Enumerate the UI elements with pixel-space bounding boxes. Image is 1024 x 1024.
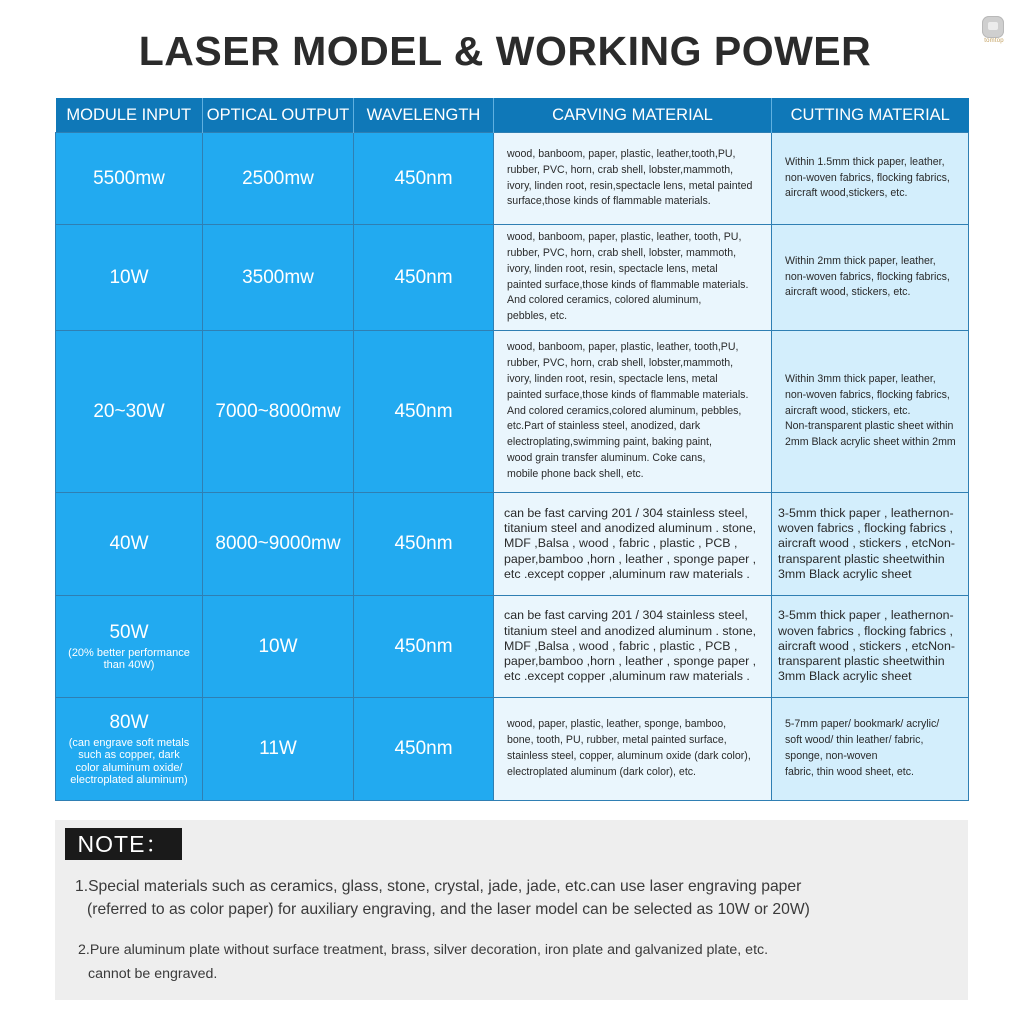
carving-material-cell: [494, 698, 772, 801]
wavelength-value: 450nm: [394, 635, 453, 657]
wavelength-cell: [354, 493, 494, 596]
cutting-material-line: Within 3mm thick paper, leather,: [785, 373, 936, 385]
carving-material-cell: [494, 331, 772, 493]
carving-material-line: bone, tooth, PU, rubber, metal painted surface,: [507, 734, 727, 747]
module-input-cell: [56, 331, 203, 493]
table-row: [56, 493, 969, 596]
cutting-material-line: transparent plastic sheetwithin: [778, 654, 945, 669]
carving-material-line: etc .except copper ,aluminum raw materials .: [504, 566, 750, 581]
page-title: LASER MODEL & WORKING POWER: [138, 28, 872, 74]
cutting-material-line: woven fabrics , flocking fabrics ,: [778, 521, 953, 536]
module-input-cell: [56, 493, 203, 596]
note-label: NOTE：: [65, 828, 182, 860]
module-input-value: 40W: [109, 533, 149, 554]
carving-material-line: painted surface,those kinds of flammable materials.: [507, 388, 749, 401]
table-row: [56, 225, 969, 331]
module-input-value: 50W: [109, 621, 149, 643]
carving-material-line: titanium steel and anodized aluminum . stone,: [504, 623, 757, 638]
header-wavelength: WAVELENGTH: [354, 98, 494, 133]
module-input-value: 80W: [109, 711, 149, 733]
cutting-material-line: 3-5mm thick paper , leathernon-: [778, 608, 954, 623]
cutting-material-cell: [772, 596, 969, 698]
carving-material-line: wood, banboom, paper, plastic, leather, tooth, PU,: [507, 231, 742, 244]
carving-material-line: can be fast carving 201 / 304 stainless steel,: [504, 608, 748, 623]
optical-output-value: 10W: [258, 635, 298, 657]
carving-material-cell: [494, 225, 772, 331]
optical-output-cell: [203, 493, 354, 596]
note-item-1: [75, 875, 810, 921]
carving-material-line: surface,those kinds of flammable materials.: [507, 195, 711, 208]
carving-material-line: can be fast carving 201 / 304 stainless steel,: [504, 505, 748, 520]
table-row: [56, 698, 969, 801]
wavelength-cell: [354, 596, 494, 698]
header-optical-output: OPTICAL OUTPUT: [203, 98, 354, 133]
carving-material-line: wood grain transfer aluminum. Coke cans,: [507, 451, 706, 464]
carving-material-cell: [494, 133, 772, 225]
carving-material-line: And colored ceramics,colored aluminum, pebbles,: [507, 404, 742, 417]
cutting-material-line: 5-7mm paper/ bookmark/ acrylic/: [785, 718, 940, 731]
cutting-material-cell: [772, 133, 969, 225]
carving-material-line: MDF ,Balsa , wood , fabric , plastic , PCB ,: [504, 638, 738, 653]
carving-material-line: paper,bamboo ,horn , leather , sponge paper ,: [504, 551, 757, 566]
header-carving-material: CARVING MATERIAL: [494, 98, 772, 133]
cutting-material-line: transparent plastic sheetwithin: [778, 551, 945, 566]
module-input-cell: [56, 596, 203, 698]
wavelength-cell: [354, 698, 494, 801]
cutting-material-cell: [772, 698, 969, 801]
cutting-material-line: 3mm Black acrylic sheet: [778, 669, 912, 684]
cutting-material-line: Within 2mm thick paper, leather,: [785, 254, 936, 267]
cutting-material-line: aircraft wood,stickers, etc.: [785, 187, 908, 200]
cutting-material-line: aircraft wood , stickers , etcNon-: [778, 536, 955, 551]
carving-material-line: wood, paper, plastic, leather, sponge, bamboo,: [507, 718, 727, 731]
cutting-material-line: 3mm Black acrylic sheet: [778, 566, 912, 581]
carving-material-line: wood, banboom, paper, plastic, leather,tooth,PU,: [507, 147, 736, 160]
module-input-value: 20~30W: [93, 400, 165, 422]
wavelength-cell: [354, 133, 494, 225]
optical-output-value: 11W: [259, 738, 297, 759]
carving-material-line: paper,bamboo ,horn , leather , sponge paper ,: [504, 654, 757, 669]
carving-material-line: etc.Part of stainless steel, anodized, dark: [507, 420, 701, 433]
cutting-material-cell: [772, 225, 969, 331]
cutting-material-line: 2mm Black acrylic sheet within 2mm: [785, 436, 956, 449]
module-input-value: 10W: [109, 266, 149, 288]
note-section: [55, 820, 968, 1000]
carving-material-line: pebbles, etc.: [507, 310, 568, 323]
table-row: [56, 331, 969, 493]
optical-output-value: 2500mw: [242, 167, 314, 189]
carving-material-line: wood, banboom, paper, plastic, leather, tooth,PU,: [507, 341, 739, 354]
module-input-cell: [56, 133, 203, 225]
table-row: [56, 133, 969, 225]
wavelength-value: 450nm: [394, 266, 453, 288]
optical-output-cell: [203, 133, 354, 225]
cutting-material-line: fabric, thin wood sheet, etc.: [785, 765, 914, 778]
module-input-note: (can engrave soft metals such as copper, dark color aluminum oxide/ electroplated aluminum): [68, 736, 190, 786]
cutting-material-line: soft wood/ thin leather/ fabric,: [785, 734, 924, 747]
cutting-material-line: aircraft wood, stickers, etc.: [785, 404, 911, 417]
cutting-material-line: 3-5mm thick paper , leathernon-: [778, 505, 954, 520]
carving-material-line: And colored ceramics, colored aluminum,: [507, 294, 702, 307]
carving-material-line: electroplating,swimming paint, baking paint,: [507, 436, 712, 449]
optical-output-cell: [203, 596, 354, 698]
wavelength-value: 450nm: [394, 738, 453, 759]
carving-material-line: MDF ,Balsa , wood , fabric , plastic , PCB ,: [504, 536, 738, 551]
cutting-material-line: Non-transparent plastic sheet within: [785, 420, 954, 433]
carving-material-line: ivory, linden root, resin, spectacle lens, metal: [507, 373, 718, 385]
wavelength-cell: [354, 225, 494, 331]
carving-material-line: rubber, PVC, horn, crab shell, lobster,mammoth,: [507, 163, 734, 176]
module-input-cell: [56, 225, 203, 331]
optical-output-cell: [203, 225, 354, 331]
cutting-material-line: non-woven fabrics, flocking fabrics,: [785, 388, 950, 401]
cutting-material-line: woven fabrics , flocking fabrics ,: [778, 623, 953, 638]
optical-output-cell: [203, 698, 354, 801]
wavelength-value: 450nm: [394, 167, 453, 189]
cutting-material-line: non-woven fabrics, flocking fabrics,: [785, 171, 950, 184]
carving-material-line: etc .except copper ,aluminum raw materials .: [504, 669, 750, 684]
cutting-material-line: sponge, non-woven: [785, 750, 878, 762]
carving-material-line: rubber, PVC, horn, crab shell, lobster, mammoth,: [507, 246, 737, 259]
cutting-material-line: non-woven fabrics, flocking fabrics,: [785, 270, 950, 283]
carving-material-line: stainless steel, copper, aluminum oxide (dark color),: [507, 750, 751, 762]
cutting-material-cell: [772, 493, 969, 596]
carving-material-cell: [494, 596, 772, 698]
note-item-1-line-1: 1.Special materials such as ceramics, glass, stone, crystal, jade, jade, etc.can use laser engraving paper: [75, 878, 802, 895]
carving-material-cell: [494, 493, 772, 596]
optical-output-value: 7000~8000mw: [215, 400, 341, 422]
header-module-input: MODULE INPUT: [56, 98, 203, 133]
wavelength-value: 450nm: [394, 533, 453, 554]
laser-spec-table: [55, 98, 969, 801]
optical-output-cell: [203, 331, 354, 493]
module-input-cell: [56, 698, 203, 801]
module-input-note: (20% better performance than 40W): [68, 646, 190, 671]
carving-material-line: ivory, linden root, resin, spectacle lens, metal: [507, 262, 718, 275]
note-item-2-line-2: cannot be engraved.: [88, 966, 218, 982]
note-item-2-line-1: 2.Pure aluminum plate without surface treatment, brass, silver decoration, iron plate and galvanized plate, etc.: [78, 942, 769, 958]
carving-material-line: electroplated aluminum (dark color), etc.: [507, 765, 697, 778]
carving-material-line: mobile phone back shell, etc.: [507, 467, 644, 480]
brand-logo-text: tomtop: [984, 38, 1004, 44]
carving-material-line: ivory, linden root, resin,spectacle lens, metal painted: [507, 179, 753, 192]
optical-output-value: 3500mw: [242, 266, 314, 288]
table-header-row: [56, 98, 969, 133]
cutting-material-cell: [772, 331, 969, 493]
module-input-value: 5500mw: [93, 167, 165, 189]
table-row: [56, 596, 969, 698]
carving-material-line: rubber, PVC, horn, crab shell, lobster,mammoth,: [507, 357, 734, 370]
cutting-material-line: Within 1.5mm thick paper, leather,: [785, 155, 945, 168]
carving-material-line: titanium steel and anodized aluminum . stone,: [504, 521, 757, 536]
cutting-material-line: aircraft wood, stickers, etc.: [785, 286, 911, 299]
header-cutting-material: CUTTING MATERIAL: [772, 98, 969, 133]
note-item-2: [78, 938, 768, 986]
cutting-material-line: aircraft wood , stickers , etcNon-: [778, 638, 955, 653]
note-item-1-line-2: (referred to as color paper) for auxiliary engraving, and the laser model can be selected as 10W or 20W): [87, 901, 810, 918]
optical-output-value: 8000~9000mw: [215, 533, 341, 554]
carving-material-line: painted surface,those kinds of flammable materials.: [507, 278, 749, 291]
wavelength-value: 450nm: [394, 400, 453, 422]
wavelength-cell: [354, 331, 494, 493]
